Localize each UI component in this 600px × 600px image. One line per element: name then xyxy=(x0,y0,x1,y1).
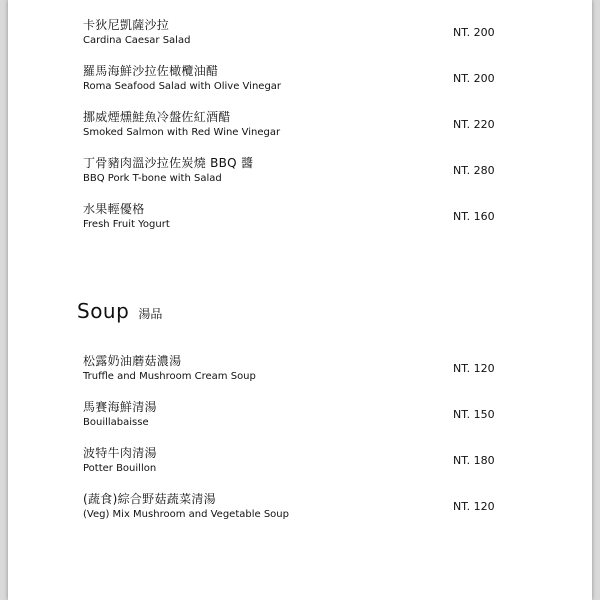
item-price: NT. 280 xyxy=(453,164,495,177)
item-price: NT. 200 xyxy=(453,72,495,85)
menu-page xyxy=(8,0,592,600)
item-name-zh: 馬賽海鮮清湯 xyxy=(83,400,157,414)
item-name-en: Fresh Fruit Yogurt xyxy=(83,219,170,230)
item-name-zh: (蔬食)綜合野菇蔬菜清湯 xyxy=(83,492,216,506)
item-price: NT. 120 xyxy=(453,500,495,513)
menu-item xyxy=(83,62,513,102)
menu-item xyxy=(83,16,513,56)
item-name-en: Roma Seafood Salad with Olive Vinegar xyxy=(83,81,282,92)
item-price: NT. 180 xyxy=(453,454,495,467)
item-name-zh: 波特牛肉清湯 xyxy=(83,446,157,460)
item-name-zh: 水果輕優格 xyxy=(83,202,145,216)
menu-item xyxy=(83,352,513,392)
menu-item xyxy=(83,398,513,438)
item-name-en: Bouillabaisse xyxy=(83,417,149,428)
item-name-en: Truffle and Mushroom Cream Soup xyxy=(83,371,256,382)
item-price: NT. 200 xyxy=(453,26,495,39)
item-price: NT. 220 xyxy=(453,118,495,131)
item-name-zh: 挪威煙燻鮭魚冷盤佐紅酒醋 xyxy=(83,110,231,124)
menu-item xyxy=(83,200,513,240)
soup-section-title xyxy=(77,299,162,323)
item-name-en: BBQ Pork T-bone with Salad xyxy=(83,173,222,184)
menu-item xyxy=(83,444,513,484)
item-price: NT. 150 xyxy=(453,408,495,421)
menu-item xyxy=(83,154,513,194)
item-name-zh: 松露奶油蘑菇濃湯 xyxy=(83,354,182,368)
item-name-en: (Veg) Mix Mushroom and Vegetable Soup xyxy=(83,509,289,520)
section-title-zh: 湯品 xyxy=(138,307,163,321)
section-title-en: Soup xyxy=(77,299,130,323)
item-name-zh: 羅馬海鮮沙拉佐橄欖油醋 xyxy=(83,64,219,78)
menu-item xyxy=(83,490,513,530)
item-name-zh: 丁骨豬肉溫沙拉佐炭燒 BBQ 醬 xyxy=(83,156,254,170)
item-name-en: Potter Bouillon xyxy=(83,463,157,474)
item-name-zh: 卡狄尼凱薩沙拉 xyxy=(83,18,170,32)
item-name-en: Smoked Salmon with Red Wine Vinegar xyxy=(83,127,281,138)
item-price: NT. 120 xyxy=(453,362,495,375)
item-price: NT. 160 xyxy=(453,210,495,223)
menu-item xyxy=(83,108,513,148)
item-name-en: Cardina Caesar Salad xyxy=(83,35,191,46)
